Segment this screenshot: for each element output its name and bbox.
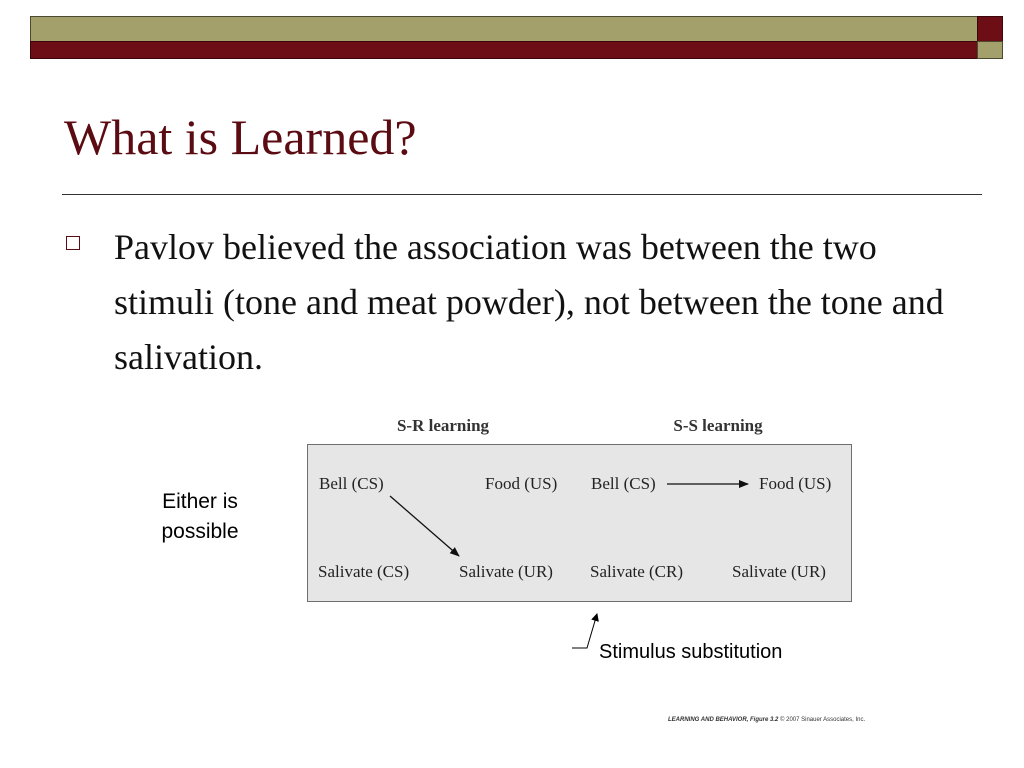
ss-heading: S-S learning <box>673 416 763 435</box>
ss-bottom-right: Salivate (UR) <box>732 562 826 581</box>
sr-heading: S-R learning <box>396 416 490 435</box>
bullet-square-icon <box>66 236 80 250</box>
sr-bottom-left: Salivate (CS) <box>318 562 410 581</box>
header-corner-olive <box>977 41 1003 59</box>
title-divider <box>62 194 982 195</box>
figure-credit <box>668 717 865 723</box>
ss-top-left: Bell (CS) <box>591 474 656 493</box>
header-corner-maroon <box>977 16 1003 42</box>
credit-copyright: © 2007 Sinauer Associates, Inc. <box>780 717 866 723</box>
sr-top-right: Food (US) <box>485 474 558 493</box>
sr-top-left: Bell (CS) <box>319 474 384 493</box>
ss-bottom-left: Salivate (CR) <box>590 562 684 581</box>
ss-top-right: Food (US) <box>759 474 832 493</box>
bullet-text: Pavlov believed the association was between the two stimuli (tone and meat powder), not between the tone and salivation. <box>114 227 944 377</box>
credit-source: LEARNING AND BEHAVIOR, Figure 3.2 <box>668 717 779 723</box>
slide-title: What is Learned? <box>64 109 417 165</box>
caption-label: Stimulus substitution <box>599 641 783 663</box>
side-note: Either is possible <box>161 490 239 543</box>
sr-bottom-right: Salivate (UR) <box>459 562 553 581</box>
header-bar-olive <box>30 16 978 42</box>
header-bar-maroon <box>30 41 978 59</box>
caption-pointer-arrow <box>572 614 597 648</box>
